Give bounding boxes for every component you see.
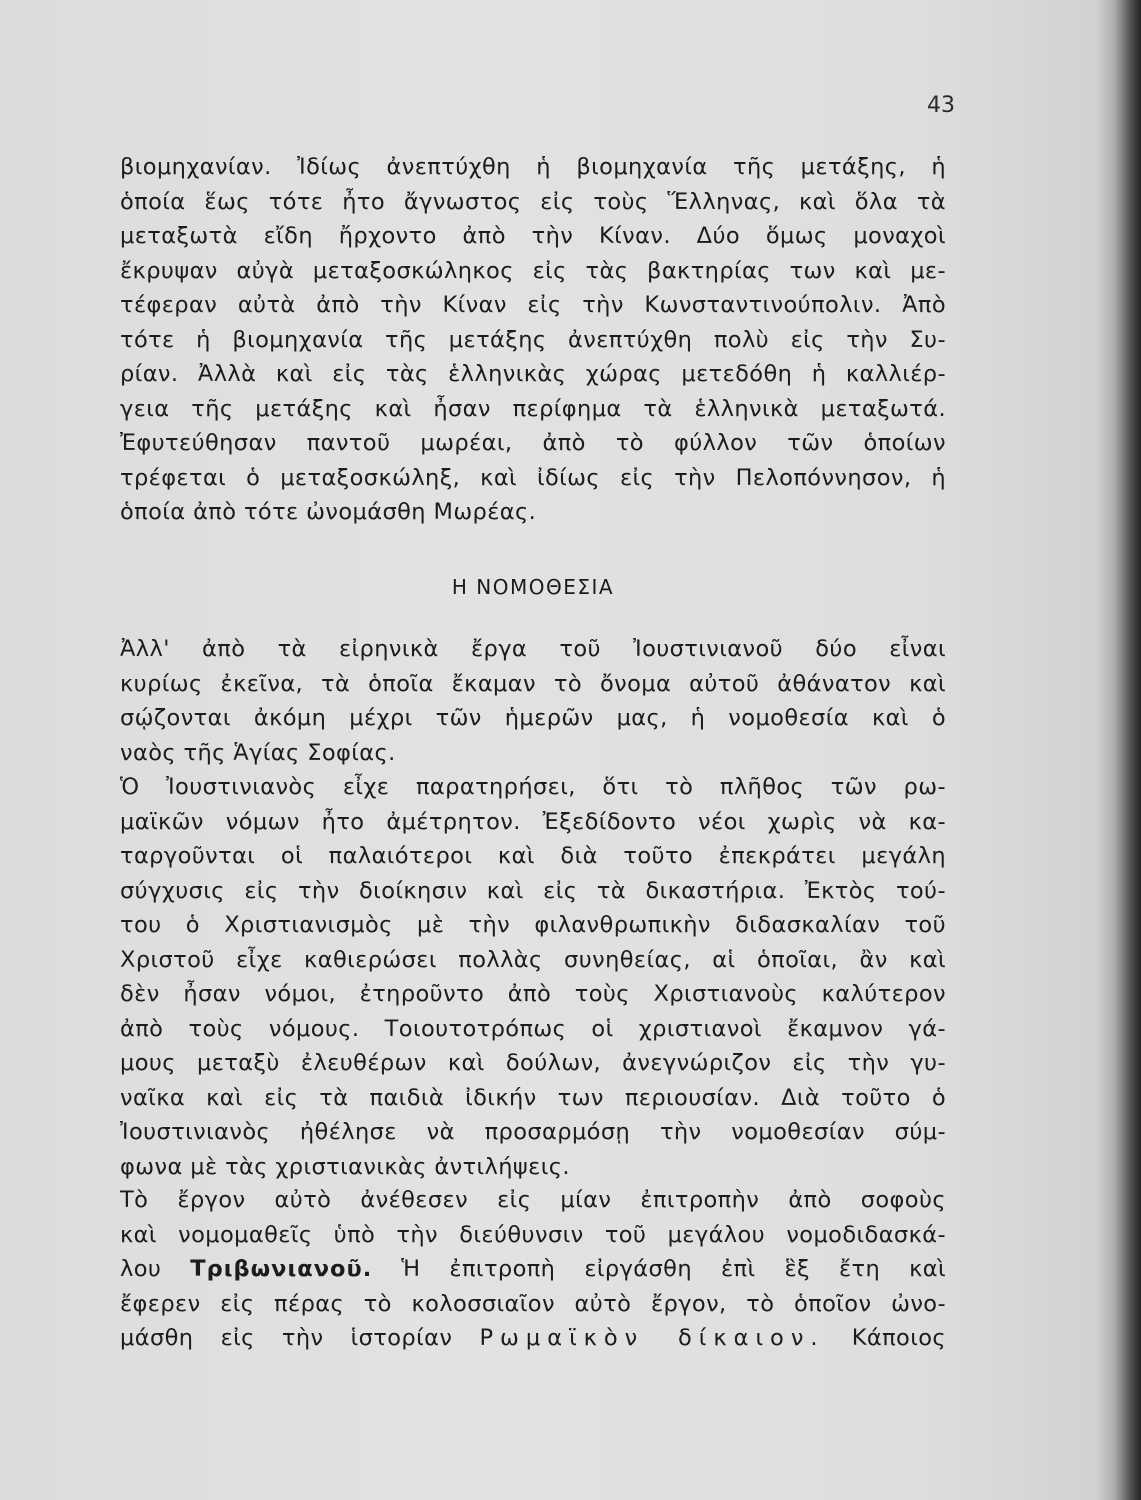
- text-line: ναὸς τῆς Ἁγίας Σοφίας.: [120, 739, 396, 766]
- text-line: Ὁ Ἰουστινιανὸς εἶχε παρατηρήσει, ὅτι τὸ πλῆθος τῶν ρω-: [120, 774, 946, 800]
- text-line: ὁποία ἕως τότε ἦτο ἄγνωστος εἰς τοὺς Ἕλληνας, καὶ ὅλα τὰ: [120, 188, 946, 215]
- text-line-tribonian: [120, 1252, 946, 1287]
- text-line: ἔκρυψαν αὐγὰ μεταξοσκώληκος εἰς τὰς βακτηρίας των καὶ με-: [120, 257, 946, 284]
- roman-law-term: Ρωμαϊκὸν δίκαιον.: [479, 1325, 825, 1351]
- text-line: ρίαν. Ἀλλὰ καὶ εἰς τὰς ἑλληνικὰς χώρας μετεδόθη ἡ καλλιέρ-: [120, 361, 946, 387]
- text-line: του ὁ Χριστιανισμὸς μὲ τὴν φιλανθρωπικὴν διδασκαλίαν τοῦ: [120, 912, 946, 938]
- text-segment: μάσθη εἰς τὴν ἱστορίαν: [120, 1325, 453, 1351]
- text-line: γεια τῆς μετάξης καὶ ἦσαν περίφημα τὰ ἑλληνικὰ μεταξωτά.: [120, 395, 946, 422]
- section-heading: Η ΝΟΜΟΘΕΣΙΑ: [451, 575, 615, 599]
- text-segment: λου: [120, 1256, 162, 1282]
- text-line: σῴζονται ἀκόμη μέχρι τῶν ἡμερῶν μας, ἡ νομοθεσία καὶ ὁ: [120, 705, 946, 731]
- text-line: φωνα μὲ τὰς χριστιανικὰς ἀντιλήψεις.: [120, 1153, 570, 1180]
- text-line: καὶ νομομαθεῖς ὑπὸ τὴν διεύθυνσιν τοῦ μεγάλου νομοδιδασκά-: [120, 1221, 946, 1248]
- text-line: ὁποία ἀπὸ τότε ὠνομάσθη Μωρέας.: [120, 499, 537, 525]
- text-line: Τὸ ἔργον αὐτὸ ἀνέθεσεν εἰς μίαν ἐπιτροπὴν ἀπὸ σοφοὺς: [120, 1187, 946, 1213]
- paragraph-legislation-intro: [120, 632, 946, 770]
- text-line: μαϊκῶν νόμων ἦτο ἀμέτρητον. Ἐξεδίδοντο νέοι χωρὶς νὰ κα-: [120, 808, 946, 835]
- text-line: Ἀλλ' ἀπὸ τὰ εἰρηνικὰ ἔργα τοῦ Ἰουστινιανοῦ δύο εἶναι: [120, 636, 946, 662]
- text-line: Χριστοῦ εἶχε καθιερώσει πολλὰς συνηθείας, αἱ ὁποῖαι, ἂν καὶ: [120, 946, 946, 973]
- text-line: σύγχυσις εἰς τὴν διοίκησιν καὶ εἰς τὰ δικαστήρια. Ἐκτὸς τού-: [120, 877, 946, 904]
- text-segment: Ἡ ἐπιτροπὴ εἰργάσθη ἐπὶ ἓξ ἔτη καὶ: [401, 1256, 946, 1282]
- text-line: μεταξωτὰ εἴδη ἤρχοντο ἀπὸ τὴν Κίναν. Δύο ὅμως μοναχοὶ: [120, 223, 946, 249]
- paragraph-tribonian: [120, 1183, 946, 1356]
- text-line: τέφεραν αὐτὰ ἀπὸ τὴν Κίναν εἰς τὴν Κωνσταντινούπολιν. Ἀπὸ: [120, 292, 946, 318]
- text-line: τρέφεται ὁ μεταξοσκώληξ, καὶ ἰδίως εἰς τὴν Πελοπόννησον, ἡ: [120, 464, 946, 491]
- page-edge-shadow: [1115, 0, 1141, 1500]
- text-line: μους μεταξὺ ἐλευθέρων καὶ δούλων, ἀνεγνώριζον εἰς τὴν γυ-: [120, 1050, 946, 1076]
- paragraph-roman-laws: [120, 770, 946, 1184]
- text-line: δὲν ἦσαν νόμοι, ἐτηροῦντο ἀπὸ τοὺς Χριστιανοὺς καλύτερον: [120, 981, 946, 1007]
- page-number: 43: [927, 93, 955, 118]
- text-segment: Κάποιος: [851, 1325, 947, 1351]
- text-line: ταργοῦνται οἱ παλαιότεροι καὶ διὰ τοῦτο ἐπεκράτει μεγάλη: [120, 843, 946, 869]
- text-line: Ἐφυτεύθησαν παντοῦ μωρέαι, ἀπὸ τὸ φύλλον τῶν ὁποίων: [120, 430, 946, 456]
- text-line-roman-law: [120, 1321, 946, 1356]
- text-line: ἔφερεν εἰς πέρας τὸ κολοσσιαῖον αὐτὸ ἔργον, τὸ ὁποῖον ὠνο-: [120, 1290, 946, 1317]
- text-line: ἀπὸ τοὺς νόμους. Τοιουτοτρόπως οἱ χριστιανοὶ ἔκαμνον γά-: [120, 1015, 946, 1042]
- text-line: Ἰουστινιανὸς ἠθέλησε νὰ προσαρμόσῃ τὴν νομοθεσίαν σύμ-: [120, 1119, 946, 1145]
- text-line: τότε ἡ βιομηχανία τῆς μετάξης ἀνεπτύχθη πολὺ εἰς τὴν Συ-: [120, 326, 946, 353]
- paragraph-silk-industry: [120, 150, 946, 530]
- tribonian-name: Τριβωνιανοῦ.: [190, 1256, 373, 1282]
- text-line: ναῖκα καὶ εἰς τὰ παιδιὰ ἰδικήν των περιουσίαν. Διὰ τοῦτο ὁ: [120, 1084, 946, 1111]
- text-line: βιομηχανίαν. Ἰδίως ἀνεπτύχθη ἡ βιομηχανία τῆς μετάξης, ἡ: [120, 154, 946, 180]
- text-line: κυρίως ἐκεῖνα, τὰ ὁποῖα ἔκαμαν τὸ ὄνομα αὐτοῦ ἀθάνατον καὶ: [120, 670, 946, 697]
